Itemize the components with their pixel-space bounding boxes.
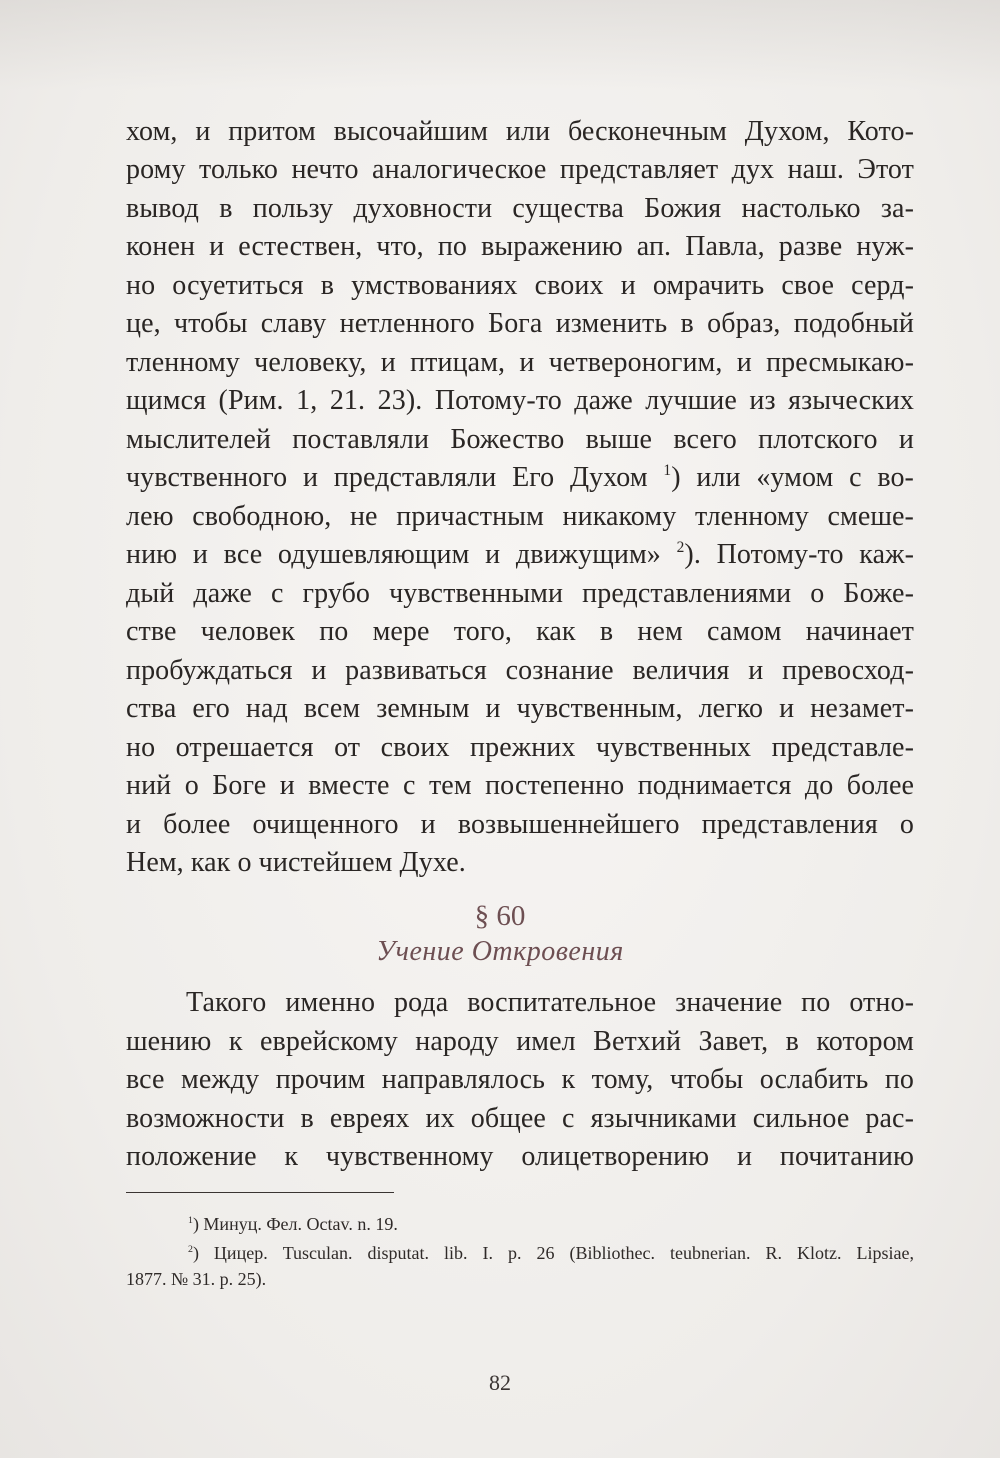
- footnote-ref: 2: [676, 539, 685, 557]
- section-line: положение к чувственному олицетворению и почитанию: [126, 1141, 914, 1172]
- section-line: Такого именно рода воспитательное значение по отно-: [186, 987, 914, 1018]
- body-line: щимся (Рим. 1, 21. 23). Потому-то даже лучшие из языческих: [126, 385, 914, 416]
- body-line: но отрешается от своих прежних чувственных представле-: [126, 732, 914, 763]
- body-line-text: ) или «умом с во-: [671, 462, 914, 493]
- footnote-mark: 2: [188, 1244, 193, 1256]
- body-line: ний о Боге и вместе с тем постепенно поднимается до более: [126, 770, 914, 801]
- body-line: мыслителей поставляли Божество выше всего плотского и: [126, 424, 914, 455]
- body-line: Нем, как о чистейшем Духе.: [126, 847, 466, 878]
- footnote-divider: [126, 1192, 394, 1193]
- body-line-text: чувственного и представляли Его Духом: [126, 462, 648, 493]
- footnote-2: [188, 1240, 914, 1266]
- footnote-mark: 1: [188, 1215, 193, 1227]
- section-line: возможности в евреях их общее с язычниками сильное рас-: [126, 1103, 914, 1134]
- body-line: це, чтобы славу нетленного Бога изменить в образ, подобный: [126, 308, 914, 339]
- body-line: [126, 535, 914, 575]
- body-line: тленному человеку, и птицам, и четвероногим, и пресмыкаю-: [126, 347, 914, 378]
- body-line-text: нию и все одушевляющим и движущим»: [126, 539, 661, 570]
- footnote-1: [188, 1211, 398, 1237]
- footnote-2-continued: 1877. № 31. p. 25).: [126, 1269, 267, 1289]
- body-line: хом, и притом высочайшим или бесконечным Духом, Кото-: [126, 116, 914, 147]
- page-number: 82: [489, 1370, 511, 1395]
- body-line: и более очищенного и возвышеннейшего представления о: [126, 809, 914, 840]
- section-line: все между прочим направлялось к тому, чтобы ослабить по: [126, 1064, 914, 1095]
- footnote-ref: 1: [663, 462, 672, 480]
- body-line: но осуетиться в умствованиях своих и омрачить свое серд-: [126, 270, 914, 301]
- footnote-text: ) Минуц. Фел. Octav. n. 19.: [192, 1214, 398, 1234]
- page-top-shadow: [0, 0, 1000, 90]
- body-line: пробуждаться и развиваться сознание величия и превосход-: [126, 655, 914, 686]
- footnote-text: ) Цицер. Tusculan. disputat. lib. I. p. 26 (Bibliothec. teubnerian. R. Klotz. Lipsiae,: [192, 1243, 914, 1263]
- section-line: шению к еврейскому народу имел Ветхий Завет, в котором: [126, 1026, 914, 1057]
- body-line: лею свободною, не причастным никакому тленному смеше-: [126, 501, 914, 532]
- section-title: Учение Откровения: [376, 936, 624, 967]
- section-number: § 60: [474, 900, 526, 932]
- body-line: рому только нечто аналогическое представляет дух наш. Этот: [126, 154, 914, 185]
- body-line: [126, 458, 914, 498]
- body-line: стве человек по мере того, как в нем самом начинает: [126, 616, 914, 647]
- body-line: конен и естествен, что, по выражению ап. Павла, разве нуж-: [126, 231, 914, 262]
- body-line: дый даже с грубо чувственными представлениями о Боже-: [126, 578, 914, 609]
- body-line-text: ). Потому-то каж-: [684, 539, 914, 570]
- body-line: вывод в пользу духовности существа Божия настолько за-: [126, 193, 914, 224]
- body-line: ства его над всем земным и чувственным, легко и незамет-: [126, 693, 914, 724]
